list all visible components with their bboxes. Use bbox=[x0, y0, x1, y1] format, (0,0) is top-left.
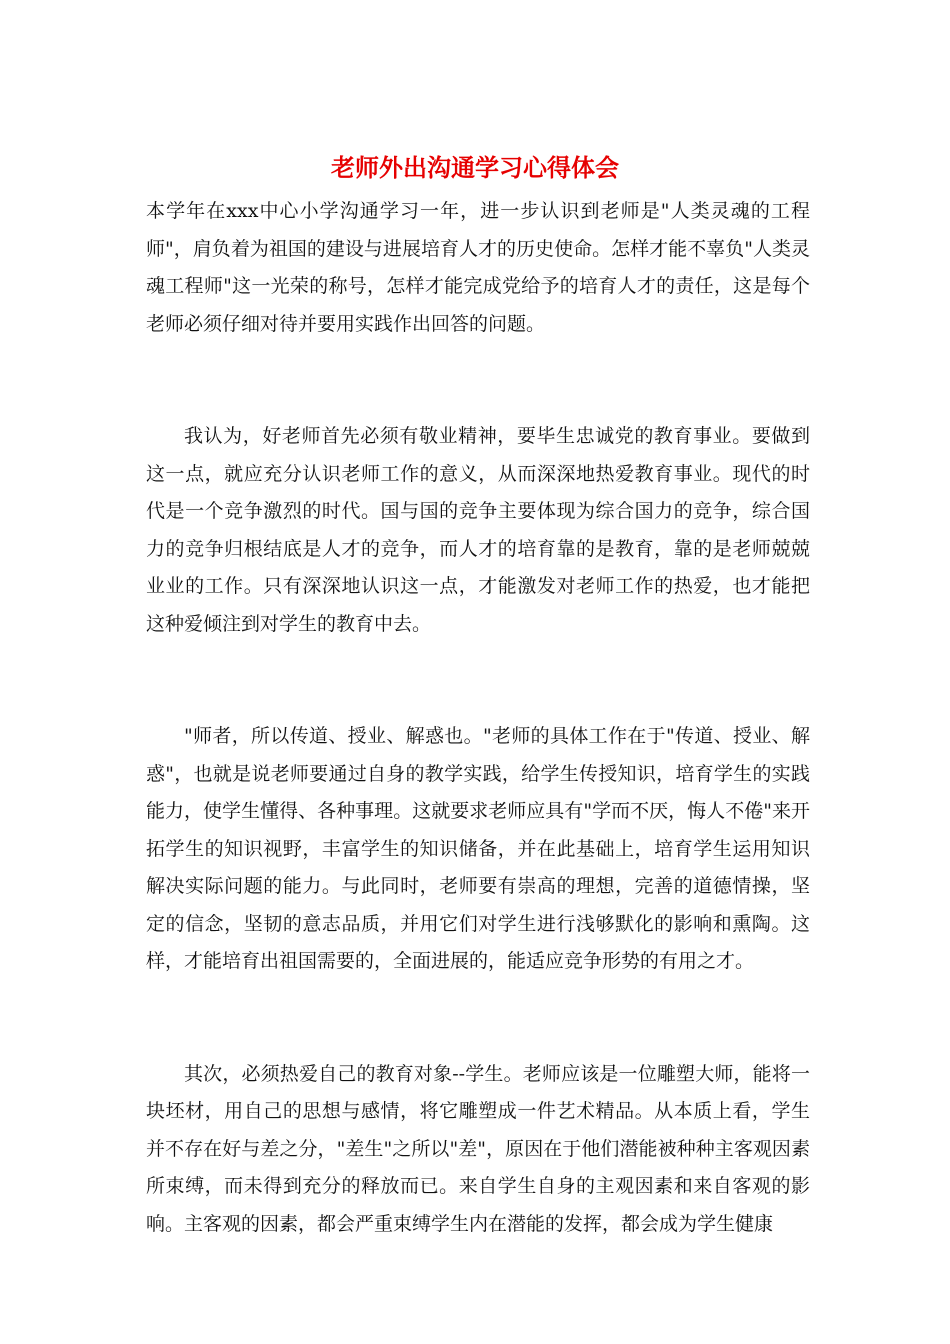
paragraph-spacer bbox=[146, 343, 810, 418]
document-body bbox=[146, 193, 810, 1243]
paragraph-students: 其次，必须热爱自己的教育对象--学生。老师应该是一位雕塑大师，能将一块坯材，用自己的思想与感情，将它雕塑成一件艺术精品。从本质上看，学生并不存在好与差之分，"差生"之所以"差"，原因在于他们潜能被种种主客观因素所束缚，而未得到充分的释放而已。来自学生自身的主观因素和来自客观的影响。主客观的因素，都会严重束缚学生内在潜能的发挥，都会成为学生健康 bbox=[146, 1062, 810, 1235]
paragraph-teaching: "师者，所以传道、授业、解惑也。"老师的具体工作在于"传道、授业、解惑"，也就是说老师要通过自身的教学实践，给学生传授知识，培育学生的实践能力，使学生懂得、各种事理。这就要求老师应具有"学而不厌，悔人不倦"来开拓学生的知识视野，丰富学生的知识储备，并在此基础上，培育学生运用知识解决实际问题的能力。与此同时，老师要有崇高的理想，完善的道德情操，坚定的信念，坚韧的意志品质，并用它们对学生进行浅够默化的影响和熏陶。这样，才能培育出祖国需要的，全面进展的，能适应竞争形势的有用之才。 bbox=[146, 725, 810, 972]
paragraph-spacer bbox=[146, 643, 810, 718]
paragraph-spacer bbox=[146, 981, 810, 1056]
paragraph-dedication: 我认为，好老师首先必须有敬业精神，要毕生忠诚党的教育事业。要做到这一点，就应充分认识老师工作的意义，从而深深地热爱教育事业。现代的时代是一个竞争激烈的时代。国与国的竞争主要体现为综合国力的竞争，综合国力的竞争归根结底是人才的竞争，而人才的培育靠的是教育，靠的是老师兢兢业业的工作。只有深深地认识这一点，才能激发对老师工作的热爱，也才能把这种爱倾注到对学生的教育中去。 bbox=[146, 425, 810, 635]
paragraph-intro: 本学年在xxx中心小学沟通学习一年，进一步认识到老师是"人类灵魂的工程师"，肩负着为祖国的建设与进展培育人才的历史使命。怎样才能不辜负"人类灵魂工程师"这一光荣的称号，怎样才能完成党给予的培育人才的责任，这是每个老师必须仔细对待并要用实践作出回答的问题。 bbox=[146, 200, 810, 335]
document-title: 老师外出沟通学习心得体会 bbox=[331, 153, 619, 182]
